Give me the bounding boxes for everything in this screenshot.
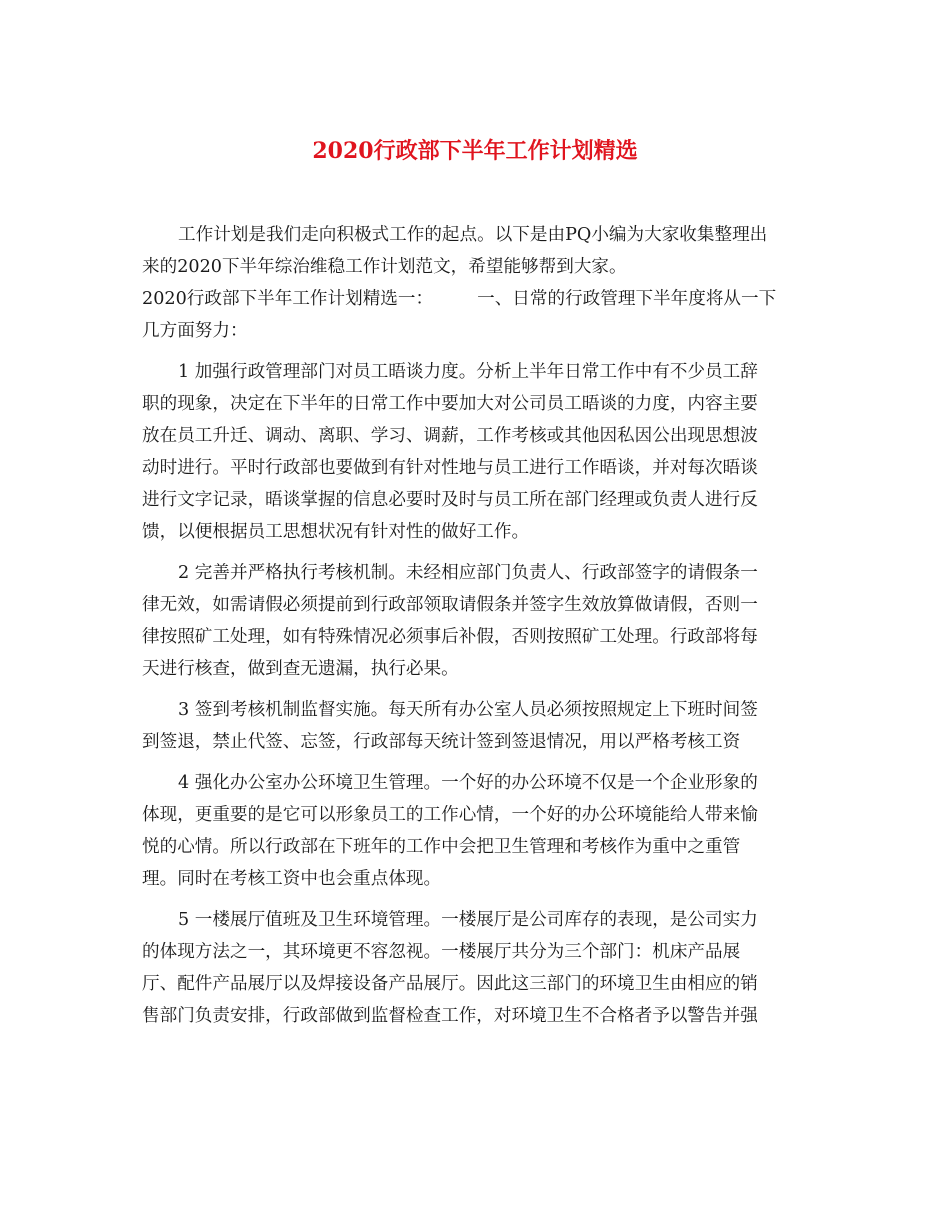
text-line: 售部门负责安排，行政部做到监督检查工作，对环境卫生不合格者予以警告并强 [142,1006,758,1026]
text-line: 职的现象，决定在下半年的日常工作中要加大对公司员工晤谈的力度，内容主要 [142,394,758,414]
text-line: 工作计划是我们走向积极式工作的起点。以下是由PQ小编为大家收集整理出 [178,225,768,245]
text-line: 体现，更重要的是它可以形象员工的工作心情，一个好的办公环境能给人带来愉 [142,805,758,825]
text-line: 悦的心情。所以行政部在下班年的工作中会把卫生管理和考核作为重中之重管 [142,837,741,857]
text-line: 到签退，禁止代签、忘签，行政部每天统计签到签退情况，用以严格考核工资 [142,732,741,752]
text-line: 厅、配件产品展厅以及焊接设备产品展厅。因此这三部门的环境卫生由相应的销 [142,974,758,994]
section-heading: 2020行政部下半年工作计划精选一： [142,289,434,309]
text-line: 进行文字记录，晤谈掌握的信息必要时及时与员工所在部门经理或负责人进行反 [142,490,758,510]
subsection-heading: 一、日常的行政管理下半年度将从一下 [477,289,777,309]
intro-paragraph [142,219,802,347]
text-line: 3 签到考核机制监督实施。每天所有办公室人员必须按照规定上下班时间签 [178,700,758,720]
item-paragraph-3 [142,694,802,758]
text-line: 放在员工升迁、调动、离职、学习、调薪，工作考核或其他因私因公出现思想波 [142,426,758,446]
text-line: 的体现方法之一，其环境更不容忽视。一楼展厅共分为三个部门：机床产品展 [142,942,741,962]
text-line: 5 一楼展厅值班及卫生环境管理。一楼展厅是公司库存的表现，是公司实力 [178,910,758,930]
text-line: 4 强化办公室办公环境卫生管理。一个好的办公环境不仅是一个企业形象的 [178,773,758,793]
text-line: 来的2020下半年综治维稳工作计划范文，希望能够帮到大家。 [142,257,627,277]
text-line: 1 加强行政管理部门对员工晤谈力度。分析上半年日常工作中有不少员工辞 [178,362,758,382]
item-paragraph-5 [142,904,802,1032]
document-title: 2020行政部下半年工作计划精选 [312,138,638,164]
text-line: 天进行核查，做到查无遗漏，执行必果。 [142,659,459,679]
text-line: 理。同时在考核工资中也会重点体现。 [142,869,442,889]
text-line: 几方面努力： [142,321,248,341]
item-paragraph-2 [142,557,802,685]
text-line: 律按照矿工处理，如有特殊情况必须事后补假，否则按照矿工处理。行政部将每 [142,627,758,647]
text-line: 动时进行。平时行政部也要做到有针对性地与员工进行工作晤谈，并对每次晤谈 [142,458,758,478]
heading-line [142,283,802,315]
document-body [142,219,802,1041]
item-paragraph-1 [142,356,802,548]
text-line: 律无效，如需请假必须提前到行政部领取请假条并签字生效放算做请假，否则一 [142,595,758,615]
text-line: 馈，以便根据员工思想状况有针对性的做好工作。 [142,522,530,542]
text-line: 2 完善并严格执行考核机制。未经相应部门负责人、行政部签字的请假条一 [178,563,758,583]
item-paragraph-4 [142,767,802,895]
